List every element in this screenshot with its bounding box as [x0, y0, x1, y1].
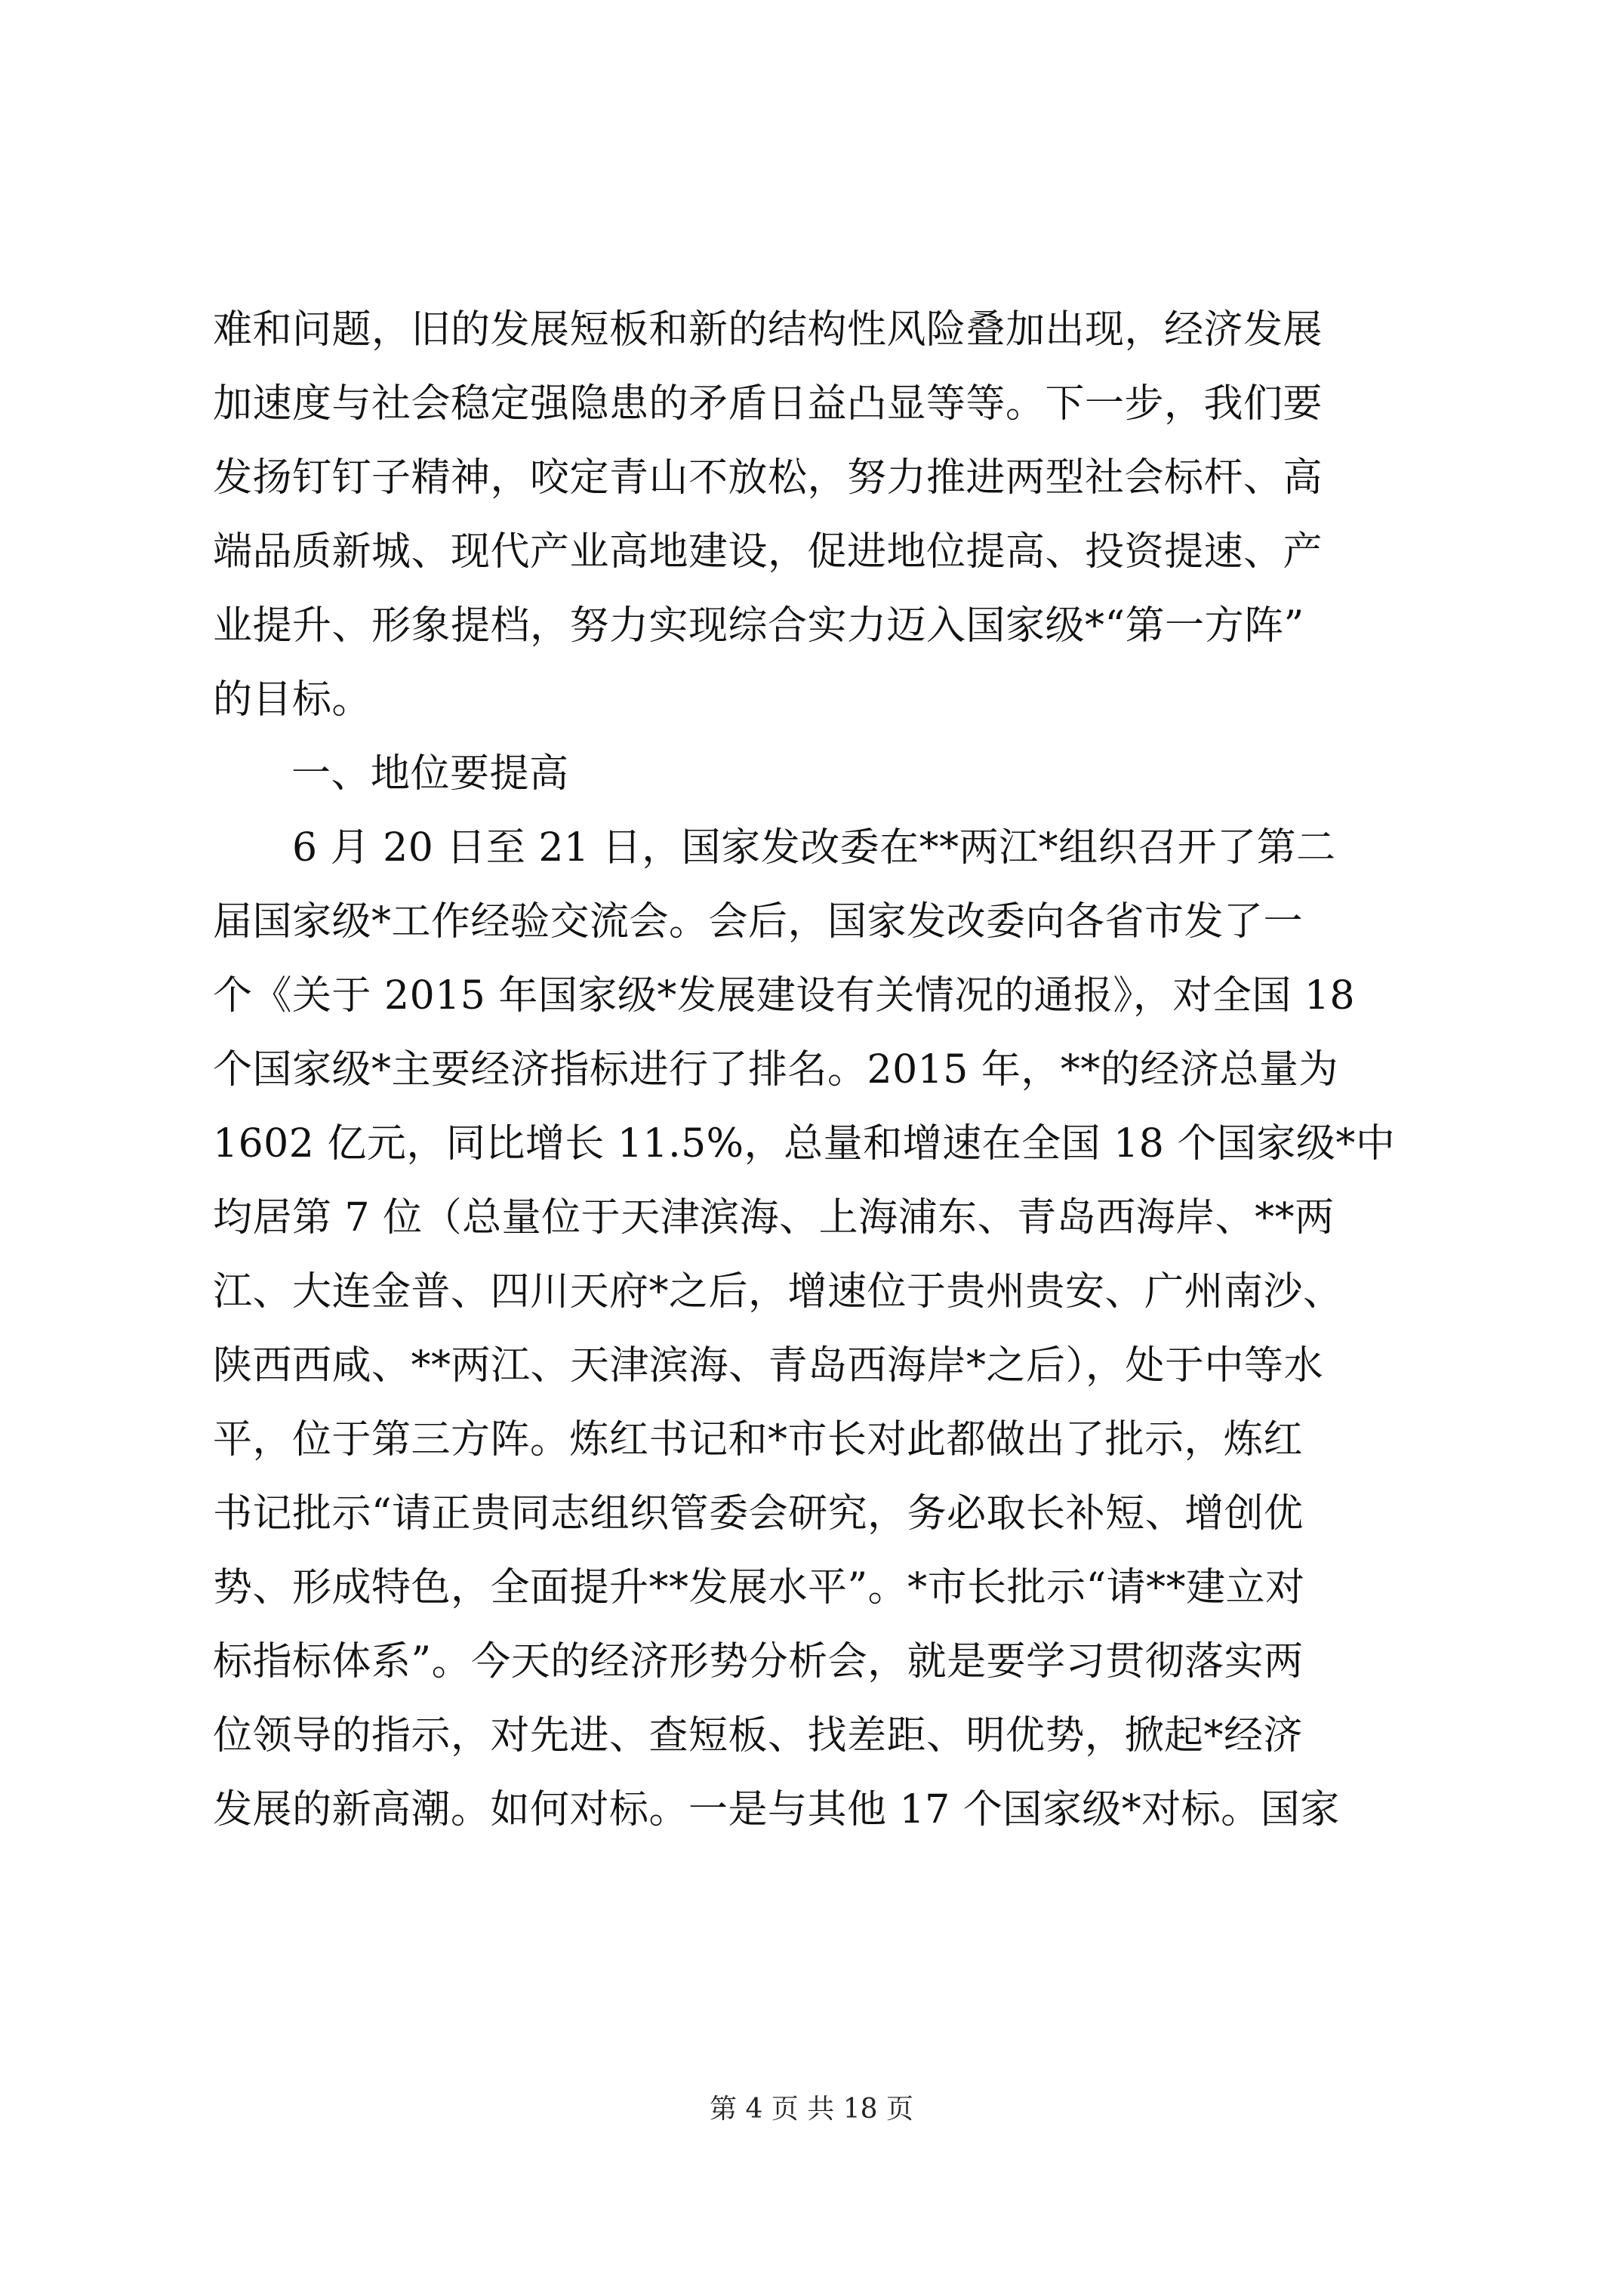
text-line: 标指标体系”。今天的经济形势分析会，就是要学习贯彻落实两 — [213, 1639, 1304, 1684]
page-number: 第 4 页 共 18 页 — [710, 2094, 913, 2125]
text-line: 发扬钉钉子精神，咬定青山不放松，努力推进两型社会标杆、高 — [213, 455, 1323, 501]
text-line: 业提升、形象提档，努力实现综合实力迈入国家级*“第一方阵” — [213, 603, 1304, 649]
text-line: 6 月 20 日至 21 日，国家发改委在**两江*组织召开了第二 — [213, 825, 1336, 871]
text-line: 个国家级*主要经济指标进行了排名。2015 年，**的经济总量为 — [213, 1047, 1338, 1093]
text-line: 陕西西咸、**两江、天津滨海、青岛西海岸*之后），处于中等水 — [213, 1343, 1324, 1388]
document-body — [213, 293, 1413, 1847]
page-footer — [0, 2091, 1623, 2128]
text-line: 平，位于第三方阵。炼红书记和*市长对此都做出了批示，炼红 — [213, 1417, 1304, 1462]
text-line: 难和问题，旧的发展短板和新的结构性风险叠加出现，经济发展 — [213, 307, 1323, 353]
section-heading: 一、地位要提高 — [291, 751, 569, 797]
text-line: 书记批示“请正贵同志组织管委会研究，务必取长补短、增创优 — [213, 1491, 1304, 1536]
text-line: 位领导的指示，对先进、查短板、找差距、明优势，掀起*经济 — [213, 1713, 1304, 1758]
text-line: 加速度与社会稳定强隐患的矛盾日益凸显等等。下一步，我们要 — [213, 381, 1323, 427]
text-line: 发展的新高潮。如何对标。一是与其他 17 个国家级*对标。国家 — [213, 1787, 1340, 1832]
text-line: 1602 亿元，同比增长 11.5%，总量和增速在全国 18 个国家级*中 — [213, 1121, 1396, 1166]
text-line: 个《关于 2015 年国家级*发展建设有关情况的通报》，对全国 18 — [213, 973, 1356, 1019]
text-line: 均居第 7 位（总量位于天津滨海、上海浦东、青岛西海岸、**两 — [213, 1195, 1335, 1240]
text-line: 的目标。 — [213, 677, 372, 723]
text-line: 势、形成特色，全面提升**发展水平”。*市长批示“请**建立对 — [213, 1565, 1305, 1610]
text-line: 端品质新城、现代产业高地建设，促进地位提高、投资提速、产 — [213, 529, 1323, 575]
text-line: 届国家级*工作经验交流会。会后，国家发改委向各省市发了一 — [213, 899, 1304, 945]
text-line: 江、大连金普、四川天府*之后，增速位于贵州贵安、广州南沙、 — [213, 1269, 1343, 1314]
